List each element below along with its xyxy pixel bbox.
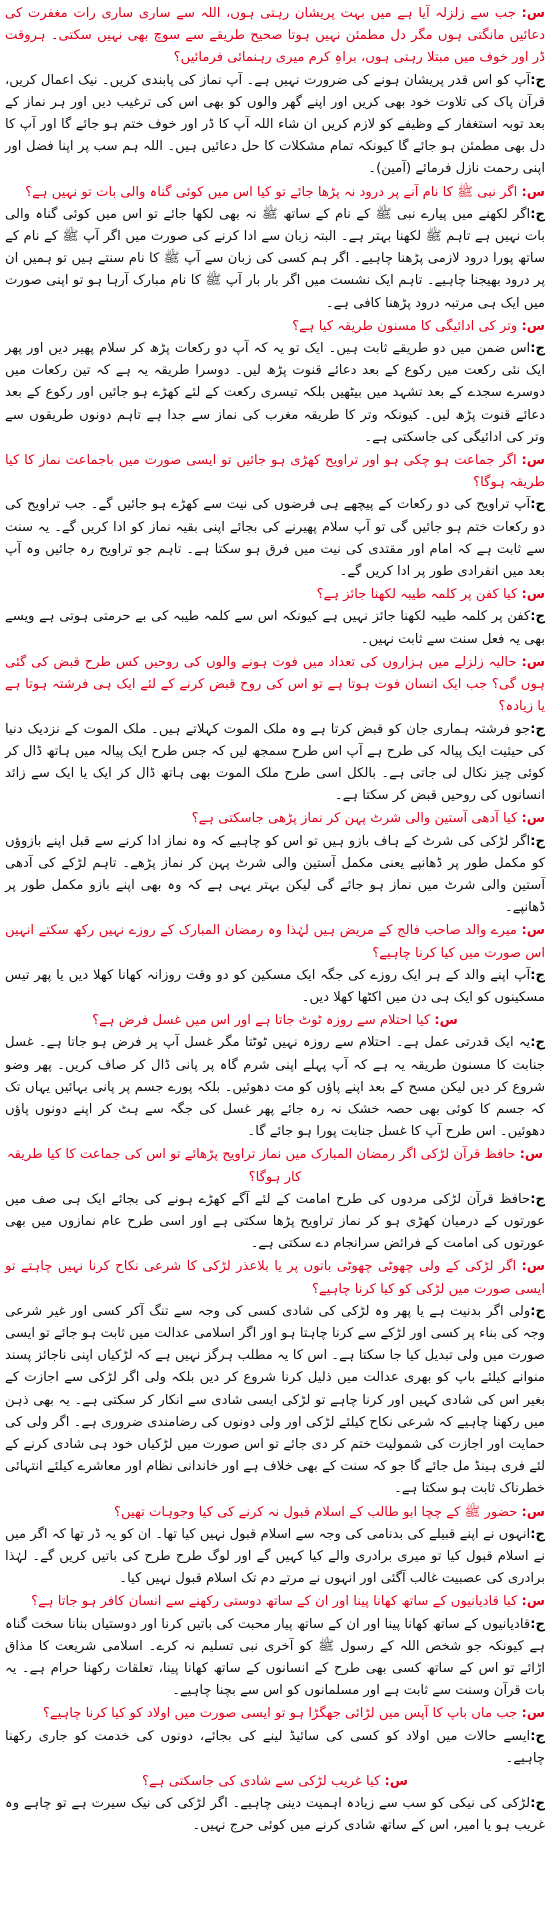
question-text: کیا کفن پر کلمہ طیبہ لکھنا جائز ہے؟ <box>316 587 518 603</box>
question-text: کیا قادیانیوں کے ساتھ کھانا پینا اور ان کے ساتھ دوستی رکھنے سے انسان کافر ہو جاتا ہے؟ <box>31 1594 518 1610</box>
question-text: اگر نبی ﷺ کا نام آنے پر درود نہ پڑھا جائے تو کیا اس میں کوئی گناہ والی بات تو نہیں ہے؟ <box>25 184 518 200</box>
answer-text: ایسے حالات میں اولاد کو کسی کی سائیڈ لینے کی بجائے، دونوں کی خدمت کو جاری رکھنا چاہیے۔ <box>5 1728 545 1766</box>
answer-label: ج: <box>530 341 545 357</box>
qa-item <box>5 3 545 181</box>
answer-text: لڑکی کی نیکی کو سب سے زیادہ اہمیت دینی چاہیے۔ اگر لڑکی کی نیک سیرت ہے تو چاہے وہ غریب ہو یا امیر، اس کے ساتھ شادی کرنے میں کوئی حرج نہیں۔ <box>5 1796 545 1834</box>
answer-text: جو فرشتہ ہماری جان کو قبض کرتا ہے وہ ملک الموت کہلاتے ہیں۔ ملک الموت کے نزدیک دنیا کی حیثیت ایک پیالہ کی طرح ہے آپ اس طرح سمجھ لیں کہ جس طرح ایک پیالہ میں ہاتھ ڈال کر کوئی چیز نکال لی جاتی ہے۔ بالکل اسی طرح ملک الموت بھی ہاتھ ڈال کر ایک یا ایک سے زائد انسانوں کی روحیں قبض کر سکتا ہے۔ <box>5 721 545 804</box>
qa-item <box>5 1256 545 1500</box>
question-label: س: <box>434 1013 458 1029</box>
answer-label: ج: <box>530 206 545 222</box>
question-label: س: <box>521 1706 545 1722</box>
answer <box>5 1524 545 1591</box>
qa-item <box>5 584 545 651</box>
question-label: س: <box>521 184 545 200</box>
question <box>5 1703 545 1725</box>
qa-item <box>5 316 545 449</box>
question-label: س: <box>521 923 546 939</box>
answer-text: آپ اپنے والد کے ہر ایک روزے کی جگہ ایک مسکین کو دو وقت روزانہ کھانا کھلا دیں یا پھر تیس مسکینوں کو ایک ہی دن میں اکٹھا کھلا دیں۔ <box>5 967 545 1005</box>
answer-label: ج: <box>530 1035 545 1051</box>
qa-item <box>5 1010 545 1143</box>
qa-item <box>5 652 545 807</box>
question-label: س: <box>521 811 545 827</box>
question <box>5 1144 545 1188</box>
answer-label: ج: <box>530 1191 545 1207</box>
answer-label: ج: <box>530 1526 545 1542</box>
answer-label: ج: <box>530 72 545 88</box>
qa-item <box>5 450 545 583</box>
answer <box>5 204 545 315</box>
answer-label: ج: <box>530 1728 545 1744</box>
question-text: جب ماں باپ کا آپس میں لڑائی جھگڑا ہو تو ایسی صورت میں اولاد کو کیا کرنا چاہیے؟ <box>42 1706 518 1722</box>
answer-text: اس ضمن میں دو طریقے ثابت ہیں۔ ایک تو یہ کہ آپ دو رکعات پڑھ کر سلام پھیر دیں اور پھر ایک نئی رکعت میں رکوع کے بعد دعائے قنوت پڑھ لیں۔ دوسرا طریقہ یہ ہے کہ تین رکعات میں دوسرے سجدے کے بعد تشہد میں بیٹھیں بلکہ تیسری رکعت کے لئے کھڑے ہو جائیں اور رکوع کے بعد دعائے قنوت پڑھ لیں۔ کیونکہ وتر کا طریقہ مغرب کی نماز سے جدا ہے تاہم دونوں طریقوں سے وتر کی ادائیگی کی جاسکتی ہے۔ <box>5 341 545 445</box>
answer-label: ج: <box>530 967 545 983</box>
answer-text: یہ ایک قدرتی عمل ہے۔ احتلام سے روزہ نہیں ٹوٹتا مگر غسل آپ پر فرض ہو جاتا ہے۔ غسل جنابت کا مسنون طریقہ یہ ہے کہ آپ پہلے اپنی شرم گاہ پر پانی ڈال کر صاف کریں۔ پھر وضو شروع کر دیں لیکن مسح کے بعد اپنے پاؤں کو مت دھوئیں۔ بلکہ پورے جسم پر پانی بہائیں یہاں تک کہ جسم کا کوئی بھی حصہ خشک نہ رہ جائے پھر غسل کی جگہ سے ہٹ کر اپنے دونوں پاؤں دھوئیں۔ اس طرح آپ کا غسل جنابت پورا ہو جائے گا۔ <box>5 1035 545 1140</box>
question <box>5 1502 545 1524</box>
question <box>5 182 545 204</box>
answer-text: ولی اگر بدنیت ہے یا پھر وہ لڑکی کی شادی کسی کی وجہ سے تنگ آکر کسی اور غیر شرعی وجہ کی بناء پر کسی اور لڑکے سے کرنا چاہتا ہو اور اگر اسلامی عدالت میں ثابت ہو جائے تو ایسی صورت میں ولی تبدیل کیا جا سکتا ہے۔ اس کا یہ مطلب ہرگز نہیں ہے کہ لڑکیاں اپنی ناجائز پسند منوانے کیلئے باپ کو بھری عدالت میں ذلیل کرنا شروع کر دیں بلکہ ولی اگر لڑکی سے اجازت کے بغیر اس کی شادی کہیں اور کرنا چاہے تو لڑکی ایسی شادی سے انکار کر سکتی ہے۔ یہ بھی ذہن میں رکھنا چاہیے کہ شرعی نکاح کیلئے لڑکی اور ولی دونوں کی رضامندی ضروری ہے۔ اگر ولی کی حمایت اور اجازت کی شمولیت ختم کر دی جائے تو اس صورت میں لڑکیاں خود ہی شادی کرنے کے لئے فری ہینڈ مل جائے گا جو کہ سنت کے بھی خلاف ہے اور خاندانی نظام اور معاشرے کیلئے انتہائی خطرناک ثابت ہو سکتا ہے۔ <box>5 1303 545 1497</box>
qa-item <box>5 1771 545 1838</box>
question-text: کیا احتلام سے روزہ ٹوٹ جاتا ہے اور اس میں غسل فرض ہے؟ <box>92 1013 431 1029</box>
answer-label: ج: <box>530 497 545 513</box>
answer-label: ج: <box>530 1616 545 1632</box>
question <box>5 808 545 830</box>
question-text: جب سے زلزلہ آیا ہے میں بہت پریشان رہتی ہوں، اللہ سے ساری ساری رات مغفرت کی دعائیں مانگتی ہوں مگر دل مطمئن نہیں ہوتا صحیح طریقے سے سوچ بھی نہیں سکتی۔ ہروقت ڈر اور خوف میں مبتلا رہتی ہوں، براہِ کرم میری رہنمائی فرمائیں؟ <box>5 6 545 66</box>
question-text: میرے والد صاحب فالج کے مریض ہیں لہٰذا وہ رمضان المبارک کے روزے نہیں رکھ سکتے انہیں اس صورت میں کیا کرنا چاہیے؟ <box>5 923 545 961</box>
qa-item <box>5 920 545 1009</box>
answer <box>5 338 545 449</box>
answer <box>5 1189 545 1256</box>
question-label: س: <box>521 654 545 670</box>
question-text: کیا آدھی آستین والی شرٹ پہن کر نماز پڑھی جاسکتی ہے؟ <box>191 811 518 827</box>
answer <box>5 1032 545 1143</box>
answer <box>5 831 545 920</box>
answer <box>5 1726 545 1770</box>
answer-label: ج: <box>530 833 545 849</box>
qa-item <box>5 1703 545 1770</box>
question-label: س: <box>521 453 545 469</box>
qa-item <box>5 182 545 315</box>
qa-item <box>5 1591 545 1702</box>
answer-text: انہوں نے اپنے قبیلے کی بدنامی کی وجہ سے اسلام قبول نہیں کیا تھا۔ ان کو یہ ڈر تھا کہ اگر میں نے اسلام قبول کیا تو میری برادری والے کیا کہیں گے اور لوگ طرح طرح کی باتیں کریں گے۔ لہٰذا برادری کی عصبیت غالب آگئی اور انہوں نے مرتے دم تک اسلام قبول نہیں کیا۔ <box>5 1526 545 1587</box>
answer <box>5 70 545 181</box>
question <box>5 1010 545 1032</box>
question-label: س: <box>521 1594 545 1610</box>
question-text: اگر لڑکی کے ولی چھوٹی چھوٹی باتوں پر یا بلاعذر لڑکی کا شرعی نکاح کرنا نہیں چاہتے تو ایسی صورت میں لڑکی کو کیا کرنا چاہیے؟ <box>5 1259 545 1297</box>
answer-label: ج: <box>530 1303 545 1319</box>
question-label: س: <box>384 1774 408 1790</box>
question-text: حافظ قرآن لڑکی اگر رمضان المبارک میں نماز تراویح پڑھائے تو اس کی جماعت کا کیا طریقہ کار ہوگا؟ <box>6 1147 516 1185</box>
question-label: س: <box>521 6 545 21</box>
question <box>5 1256 545 1300</box>
qa-item <box>5 808 545 919</box>
question <box>5 584 545 606</box>
question-text: وتر کی ادائیگی کا مسنون طریقہ کیا ہے؟ <box>292 318 518 334</box>
answer <box>5 606 545 650</box>
question-text: حضور ﷺ کے چچا ابو طالب کے اسلام قبول نہ کرنے کی کیا وجوہات تھیں؟ <box>114 1504 518 1520</box>
question <box>5 652 545 719</box>
question <box>5 920 545 964</box>
answer-text: حافظ قرآن لڑکی مردوں کی طرح امامت کے لئے آگے کھڑے ہونے کی بجائے ایک ہی صف میں عورتوں کے درمیان کھڑی ہو کر نماز تراویح پڑھا سکتی ہے اور اسی طرح عام نمازوں میں بھی عورتوں کی امامت کے فرائض سرانجام دے سکتی ہے۔ <box>5 1191 545 1252</box>
answer <box>5 494 545 583</box>
answer <box>5 1301 545 1501</box>
question <box>5 1591 545 1613</box>
question <box>5 3 545 70</box>
answer-text: آپ کو اس قدر پریشان ہونے کی ضرورت نہیں ہے۔ آپ نماز کی پابندی کریں۔ نیک اعمال کریں، قرآن پاک کی تلاوت خود بھی کریں اور اپنے گھر والوں کو بھی اس کی ترغیب دیں اور ہر نماز کے بعد توبہ استغفار کے وظیفے کو لازم کریں ان شاء اللہ آپ کا ڈر اور خوف ختم ہو جائے گا اور آپ کا دل بھی مطمئن ہو جائے گا کیونکہ تمام مشکلات کا حل دعائیں ہیں۔ اللہ ہم سب پر اپنا فضل اور اپنی رحمت نازل فرمائے (آمین)۔ <box>5 72 545 177</box>
answer <box>5 1793 545 1837</box>
answer <box>5 719 545 808</box>
question-text: کیا غریب لڑکی سے شادی کی جاسکتی ہے؟ <box>142 1774 381 1790</box>
answer <box>5 1614 545 1703</box>
qa-item <box>5 1144 545 1255</box>
question-label: س: <box>521 318 545 334</box>
question-label: س: <box>521 1259 545 1275</box>
qa-list <box>5 3 545 1838</box>
answer-label: ج: <box>530 609 545 625</box>
question <box>5 450 545 494</box>
answer-text: اگر لڑکی کی شرٹ کے ہاف بازو ہیں تو اس کو چاہیے کہ وہ نماز ادا کرنے سے قبل اپنے بازوؤں کو مکمل طور پر ڈھانپے یعنی مکمل آستین والی شرٹ پہن کر نماز پڑھے۔ تاہم لڑکے کی آدھی آستین والی شرٹ میں نماز ہو جائے گی لیکن بہتر یہی ہے کہ وہ بھی اپنے بازو مکمل طور پر ڈھانپے۔ <box>5 833 545 916</box>
answer-text: قادیانیوں کے ساتھ کھانا پینا اور ان کے ساتھ پیار محبت کی باتیں کرنا اور دوستیاں بنانا سخت گناہ ہے کیونکہ جو شخص اللہ کے رسول ﷺ کو آخری نبی تسلیم نہ کرے۔ اسلامی شریعت کا مذاق اڑائے تو اس کے ساتھ کسی بھی طرح کے انسانوں کے ساتھ کھانا پینا، تعلقات رکھنا حرام ہے۔ یہ بات قرآن وسنت سے ثابت ہے اور مسلمانوں کو اس سے بچنا چاہیے۔ <box>5 1616 545 1699</box>
question-text: اگر جماعت ہو چکی ہو اور تراویح کھڑی ہو جائیں تو ایسی صورت میں باجماعت نماز کا کیا طریقہ ہوگا؟ <box>5 453 545 491</box>
answer-text: کفن پر کلمہ طیبہ لکھنا جائز نہیں ہے کیونکہ اس سے کلمہ طیبہ کی بے حرمتی ہوتی ہے ویسے بھی یہ فعل سنت سے ثابت نہیں۔ <box>5 609 545 647</box>
answer <box>5 965 545 1009</box>
answer-label: ج: <box>530 721 545 737</box>
answer-text: آپ تراویح کی دو رکعات کے پیچھے ہی فرضوں کی نیت سے کھڑے ہو جائیں گے۔ جب تراویح کی دو رکعات ختم ہو جائیں گی تو آپ سلام پھیرنے کی بجائے اپنی بقیہ نماز کو ادا کریں گے۔ یہ سنت سے ثابت ہے کہ امام اور مقتدی کی نیت میں فرق ہو سکتا ہے۔ تاہم جو تراویح رہ جائیں وہ آپ بعد میں انفرادی طور پر ادا کریں گے۔ <box>5 497 545 580</box>
question <box>5 316 545 338</box>
question-label: س: <box>519 1147 544 1163</box>
qa-item <box>5 1502 545 1591</box>
answer-text: اگر لکھنے میں پیارے نبی ﷺ کے نام کے ساتھ ﷺ نہ بھی لکھا جائے تو اس میں کوئی گناہ والی بات نہیں ہے تاہم ﷺ لکھنا بہتر ہے۔ البتہ زبان سے ادا کرنے کی صورت میں اگر آپ ﷺ کے نام کے ساتھ پورا درود لازمی پڑھنا چاہیے۔ اگر ہم کسی کی زبان سے آپ ﷺ کا نام سنتے ہیں تو ہمیں ان پر درود بھیجنا چاہیے۔ تاہم ایک نشست میں اگر بار بار آپ ﷺ کا نام مبارک آرہا ہو تو اپنی صورت میں ایک ہی مرتبہ درود پڑھنا کافی ہے۔ <box>5 206 545 311</box>
question-label: س: <box>521 1504 545 1520</box>
answer-label: ج: <box>530 1796 545 1812</box>
question <box>5 1771 545 1793</box>
question-text: حالیہ زلزلے میں ہزاروں کی تعداد میں فوت ہونے والوں کی روحیں کس طرح قبض کی گئی ہوں گی؟ جب ایک انسان فوت ہوتا ہے تو اس کی روح قبض کرنے کے لئے ایک ہی فرشتہ ہوتا ہے یا زیادہ؟ <box>5 654 545 715</box>
question-label: س: <box>521 587 545 603</box>
